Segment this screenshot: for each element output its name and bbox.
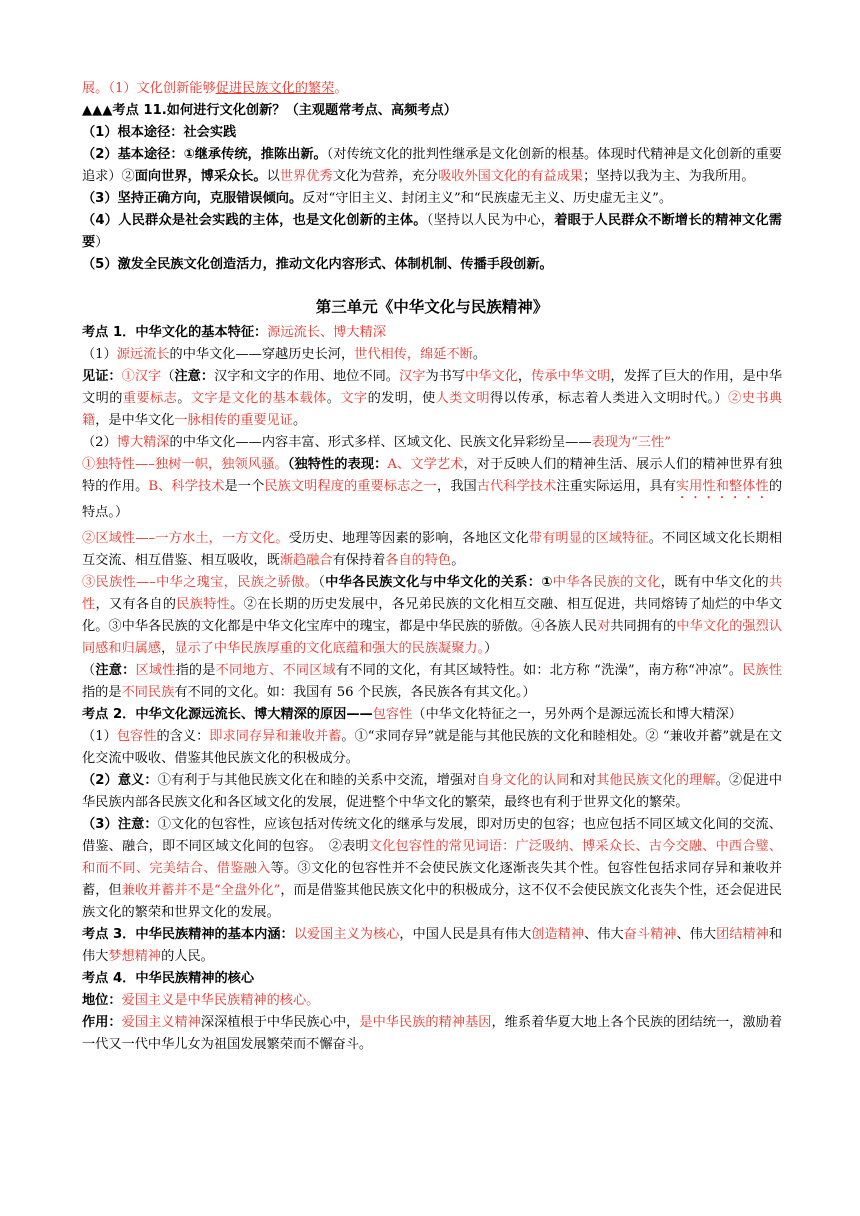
text-segment: 团结精神 xyxy=(716,927,769,942)
text-segment: 。不同区域文化长期相互交流、相互借鉴、相互吸收，既 xyxy=(82,531,783,568)
s1-trait-3 xyxy=(82,572,782,660)
text-segment: （3）坚持正确方向，克服错误倾向。 xyxy=(82,191,303,206)
text-segment: （2）意义： xyxy=(82,773,158,788)
text-segment: 是中华民族的精神基因 xyxy=(359,1015,492,1030)
text-segment: 汉字和文字的作用、地位不同。 xyxy=(214,369,400,384)
text-segment: 有不同的文化，有其区域特性。如：北方称 “洗澡”，南方称“冲凉”。 xyxy=(335,663,743,678)
text-segment: （ xyxy=(82,663,96,678)
text-segment: ，既有中华文化的 xyxy=(660,575,769,590)
text-segment: ①文化的包容性，应该包括对传统文化的继承与发展，即对历史的包容；也应包括不同区域文化间的交流、借鉴、融合，即不同区域文化间的包容。 ②表明 xyxy=(82,817,782,854)
text-segment: 传承中华文明 xyxy=(531,369,611,384)
text-segment: 注意： xyxy=(174,369,215,384)
unit-title: 第三单元《中华文化与民族精神》 xyxy=(315,298,549,316)
text-segment: 的含义： xyxy=(156,729,210,744)
text-segment: 着眼于人民群众不断增长的精神文化需要 xyxy=(82,213,782,250)
text-segment: 有不同的文化。如：我国有 56 个民族，各民族各有其文化。） xyxy=(174,685,536,700)
text-segment: 的人民。 xyxy=(161,949,214,964)
text-segment: ③民族性—–中华之瑰宝，民族之骄傲。 xyxy=(82,575,319,590)
text-segment: ①独特性—–独树一帜，独领风骚。 xyxy=(82,457,288,472)
text-segment: 考点 3．中华民族精神的基本内涵： xyxy=(82,927,294,942)
text-segment: 作用： xyxy=(82,1015,122,1030)
text-segment: 表现为“三性” xyxy=(591,435,671,450)
text-segment: 一脉相传的重要见证 xyxy=(174,413,293,428)
text-segment: 指的是 xyxy=(175,663,216,678)
text-segment: 创造精神 xyxy=(531,927,585,942)
item-1: （1）根本途径：社会实践 xyxy=(82,125,237,140)
s2-para-2 xyxy=(82,770,782,814)
text-segment: 。②促进中华民族内部各民族文化和各区域文化的发展，促进整个中华文化的繁荣，最终也有利于世界文化的繁荣。 xyxy=(82,773,783,810)
s2-para-3 xyxy=(82,814,782,924)
s4-function xyxy=(82,1012,782,1056)
text-segment: 为书写 xyxy=(425,369,466,384)
text-segment: 源远流长、博大精深 xyxy=(267,325,386,340)
text-segment: 。 xyxy=(451,553,465,568)
kaodian-1-heading xyxy=(82,322,782,344)
text-segment: 文字是文化的基本载体 xyxy=(190,391,327,406)
text-segment: 考点 1．中华文化的基本特征： xyxy=(82,325,268,340)
text-segment: ，发挥了巨大的作用，是中华文明的 xyxy=(82,369,783,406)
text-segment: 考点 2．中华文化源远流长、博大精深的原因—— xyxy=(82,707,373,722)
text-segment: 地位： xyxy=(82,993,122,1008)
text-segment: 深深植根于中华民族心中， xyxy=(200,1015,360,1030)
text-segment: 共性 xyxy=(82,575,783,612)
text-segment: （ xyxy=(318,575,326,590)
item-5: （5）激发全民族文化创造活力，推动文化内容形式、体制机制、传播手段创新。 xyxy=(82,257,553,272)
text-segment: 自身文化的认同 xyxy=(476,773,570,788)
text-segment: 面向世界，博采众长。 xyxy=(134,169,267,184)
text-segment: ， xyxy=(161,641,175,656)
item-2 xyxy=(82,144,782,188)
text-segment: 等。③文化的包容性并不会使民族文化逐渐丧失其个性。包容性包括求同存异和兼收并蓄，但 xyxy=(82,861,783,898)
s1-para-1 xyxy=(82,344,782,366)
text-segment: 文化包容性的常见词语：广泛吸纳、博采众长、古今交融、中西合璧、和而不同、完美结合、借鉴融入 xyxy=(82,839,782,876)
s1-note xyxy=(82,660,782,704)
text-segment: 其他民族文化的理解 xyxy=(596,773,716,788)
text-segment: 见证： xyxy=(82,369,122,384)
kaodian-11-heading: ▲▲▲考点 11.如何进行文化创新？（主观题常考点、高频考点） xyxy=(82,103,457,118)
text-segment: 中华文化 xyxy=(465,369,518,384)
text-segment: ，我国 xyxy=(436,479,477,494)
text-segment: 对 xyxy=(597,619,611,634)
text-segment: 人类文明 xyxy=(435,391,490,406)
text-segment: ①有利于与其他民族文化在和睦的关系中交流，增强对 xyxy=(157,773,477,788)
text-segment: 民族性 xyxy=(742,663,783,678)
text-segment: （独特性的表现： xyxy=(287,457,388,472)
text-segment: 的中华文化——内容丰富、形式多样、区域文化、民族文化异彩纷呈—— xyxy=(169,435,592,450)
text-segment: 以 xyxy=(266,169,280,184)
text-segment: 渐趋融合 xyxy=(279,553,333,568)
text-segment: ①汉字 xyxy=(121,369,162,384)
text-segment: 兼收并蓄并不是“全盘外化” xyxy=(121,883,281,898)
text-segment: 爱国主义是中华民族精神的核心。 xyxy=(121,993,320,1008)
text-segment: ②史书典籍 xyxy=(82,391,783,428)
text-segment: 。 xyxy=(177,391,191,406)
text-segment: ，中国人民是具有伟大 xyxy=(399,927,532,942)
text-segment: 共同拥有的 xyxy=(610,619,677,634)
text-segment: 汉字 xyxy=(399,369,426,384)
emphasized-text: 实用性和整体性 xyxy=(675,479,769,494)
text-segment: 中华各民族的文化 xyxy=(552,575,661,590)
text-segment: ，对于反映人们的精神生活、展示人们的精神世界有独特的作用。 xyxy=(82,457,783,494)
text-segment: 得以传承，标志着人类进入文明时代。） xyxy=(489,391,729,406)
kaodian-2-heading xyxy=(82,704,782,726)
text-segment: 以爱国主义为核心 xyxy=(293,927,400,942)
text-segment: （4）人民群众是社会实践的主体，也是文化创新的主体。 xyxy=(82,213,427,228)
text-segment: 文化为营养，充分 xyxy=(332,169,439,184)
paragraph-continuation xyxy=(82,78,782,100)
text-segment: 。 xyxy=(326,391,341,406)
text-segment: （1） xyxy=(82,347,117,362)
text-segment: 的发明，使 xyxy=(367,391,436,406)
text-segment: ，而是借鉴其他民族文化中的积极成分，这不仅不会使民族文化丧失个性，还会促进民族文化的繁荣和世界文化的发展。 xyxy=(82,883,782,920)
text-segment: （2）基本途径：①继承传统，推陈出新。 xyxy=(82,147,327,162)
s1-witness xyxy=(82,366,782,432)
text-segment: ） xyxy=(484,641,498,656)
s2-para-1 xyxy=(82,726,782,770)
text-segment: 。②在长期的历史发展中，各兄弟民族的文化相互交融、相互促进，共同熔铸了灿烂的中华文化。③中华各民族的文化都是中华文化宝库中的瑰宝，都是中华民族的骄傲。④各族人民 xyxy=(82,597,783,634)
text-segment: （2） xyxy=(82,435,117,450)
text-segment: （坚持以人民为中心， xyxy=(426,213,555,228)
text-segment: 民族特性 xyxy=(176,597,231,612)
s1-para-2 xyxy=(82,432,782,454)
text-segment: 文字 xyxy=(340,391,368,406)
text-segment: （3）注意： xyxy=(82,817,158,832)
text-segment: 有保持着 xyxy=(332,553,386,568)
text-segment: 受历史、地理等因素的影响，各地区文化 xyxy=(288,531,529,546)
text-segment: 的中华文化——穿越历史长河， xyxy=(169,347,355,362)
text-segment: 世代相传，绵延不断 xyxy=(354,347,473,362)
text-segment: 、伟大 xyxy=(584,927,624,942)
text-segment: 源远流长 xyxy=(116,347,170,362)
text-segment: 和对 xyxy=(569,773,597,788)
text-segment: 是一个 xyxy=(224,479,265,494)
text-segment: 中华文化的强烈认同感和归属感 xyxy=(82,619,783,656)
text-segment: 指的是 xyxy=(82,685,122,700)
text-segment: 带有明显的区域特征 xyxy=(528,531,649,546)
text-segment: 。 xyxy=(472,347,487,362)
text-segment: 区域性 xyxy=(135,663,176,678)
text-segment: 世界优秀 xyxy=(279,169,333,184)
text-segment: ，维系着华夏大地上各个民族的团结统一，激励着一代又一代中华儿女为祖国发展繁荣而不懈奋斗。 xyxy=(82,1015,783,1052)
text-segment: 民族文明程度的重要标志之一 xyxy=(264,479,437,494)
text-segment: 。 xyxy=(293,413,307,428)
text-segment: 。①“求同存异”就是能与其他民族的文化和睦相处。② “兼收并蓄”就是在文化交流中吸收、借鉴其他民族文化的积极成分。 xyxy=(82,729,783,766)
text-segment: 不同地方、不同区域 xyxy=(215,663,336,678)
text-segment: 显示了中华民族厚重的文化底蕴和强大的民族凝聚力。 xyxy=(174,641,485,656)
text-segment: （对传统文化的批判性继承是文化创新的根基。体现时代精神是文化创新的重要追求）② xyxy=(82,147,782,184)
text-segment: 反对“守旧主义、封闭主义”和“民族虚无主义、历史虚无主义”。 xyxy=(302,191,673,206)
text-segment: 即求同存异和兼收并蓄 xyxy=(209,729,342,744)
text-segment: 包容性 xyxy=(116,729,157,744)
text-segment: 、伟大 xyxy=(676,927,717,942)
s4-position xyxy=(82,990,782,1012)
text-segment: ；坚持以我为主、为我所用。 xyxy=(583,169,755,184)
text-segment: 不同民族 xyxy=(121,685,175,700)
text-segment: 重要标志 xyxy=(122,391,178,406)
text-segment: （中华文化特征之一，另外两个是源远流长和博大精深） xyxy=(412,707,742,722)
document-page xyxy=(82,78,782,1056)
text-segment: 奋斗精神 xyxy=(623,927,677,942)
underlined-text: 促进民族文化的繁荣 xyxy=(215,81,335,96)
text-segment: 展。（1）文化创新能够 xyxy=(82,81,216,96)
text-segment: 。 xyxy=(334,81,348,96)
text-segment: （1） xyxy=(82,729,117,744)
item-3 xyxy=(82,188,782,210)
text-segment: （ xyxy=(161,369,175,384)
text-segment: A、文学艺术 xyxy=(387,457,464,472)
text-segment: ， xyxy=(517,369,532,384)
text-segment: 注重实际运用，具有 xyxy=(556,479,676,494)
item-4 xyxy=(82,210,782,254)
text-segment: ） xyxy=(95,235,109,250)
kaodian-4-heading: 考点 4．中华民族精神的核心 xyxy=(82,971,255,986)
text-segment: 的特点。） xyxy=(82,479,783,520)
text-segment: 和伟大 xyxy=(82,927,783,964)
text-segment: B、科学技术 xyxy=(148,479,225,494)
text-segment: ，是中华文化 xyxy=(95,413,175,428)
text-segment: 注意： xyxy=(95,663,136,678)
text-segment: 爱国主义精神 xyxy=(121,1015,201,1030)
text-segment: ②区域性—–一方水土，一方文化。 xyxy=(82,531,289,546)
s1-trait-1 xyxy=(82,454,782,524)
text-segment: ，又有各自的 xyxy=(95,597,177,612)
text-segment: 梦想精神 xyxy=(108,949,162,964)
text-segment: 古代科学技术 xyxy=(476,479,557,494)
text-segment: 博大精深 xyxy=(116,435,170,450)
text-segment: 各自的特色 xyxy=(385,553,452,568)
text-segment: 吸收外国文化的有益成果 xyxy=(438,169,584,184)
kaodian-3-heading xyxy=(82,924,782,968)
s1-trait-2 xyxy=(82,528,782,572)
text-segment: 包容性 xyxy=(372,707,413,722)
text-segment: 中华各民族文化与中华文化的关系：① xyxy=(325,575,553,590)
